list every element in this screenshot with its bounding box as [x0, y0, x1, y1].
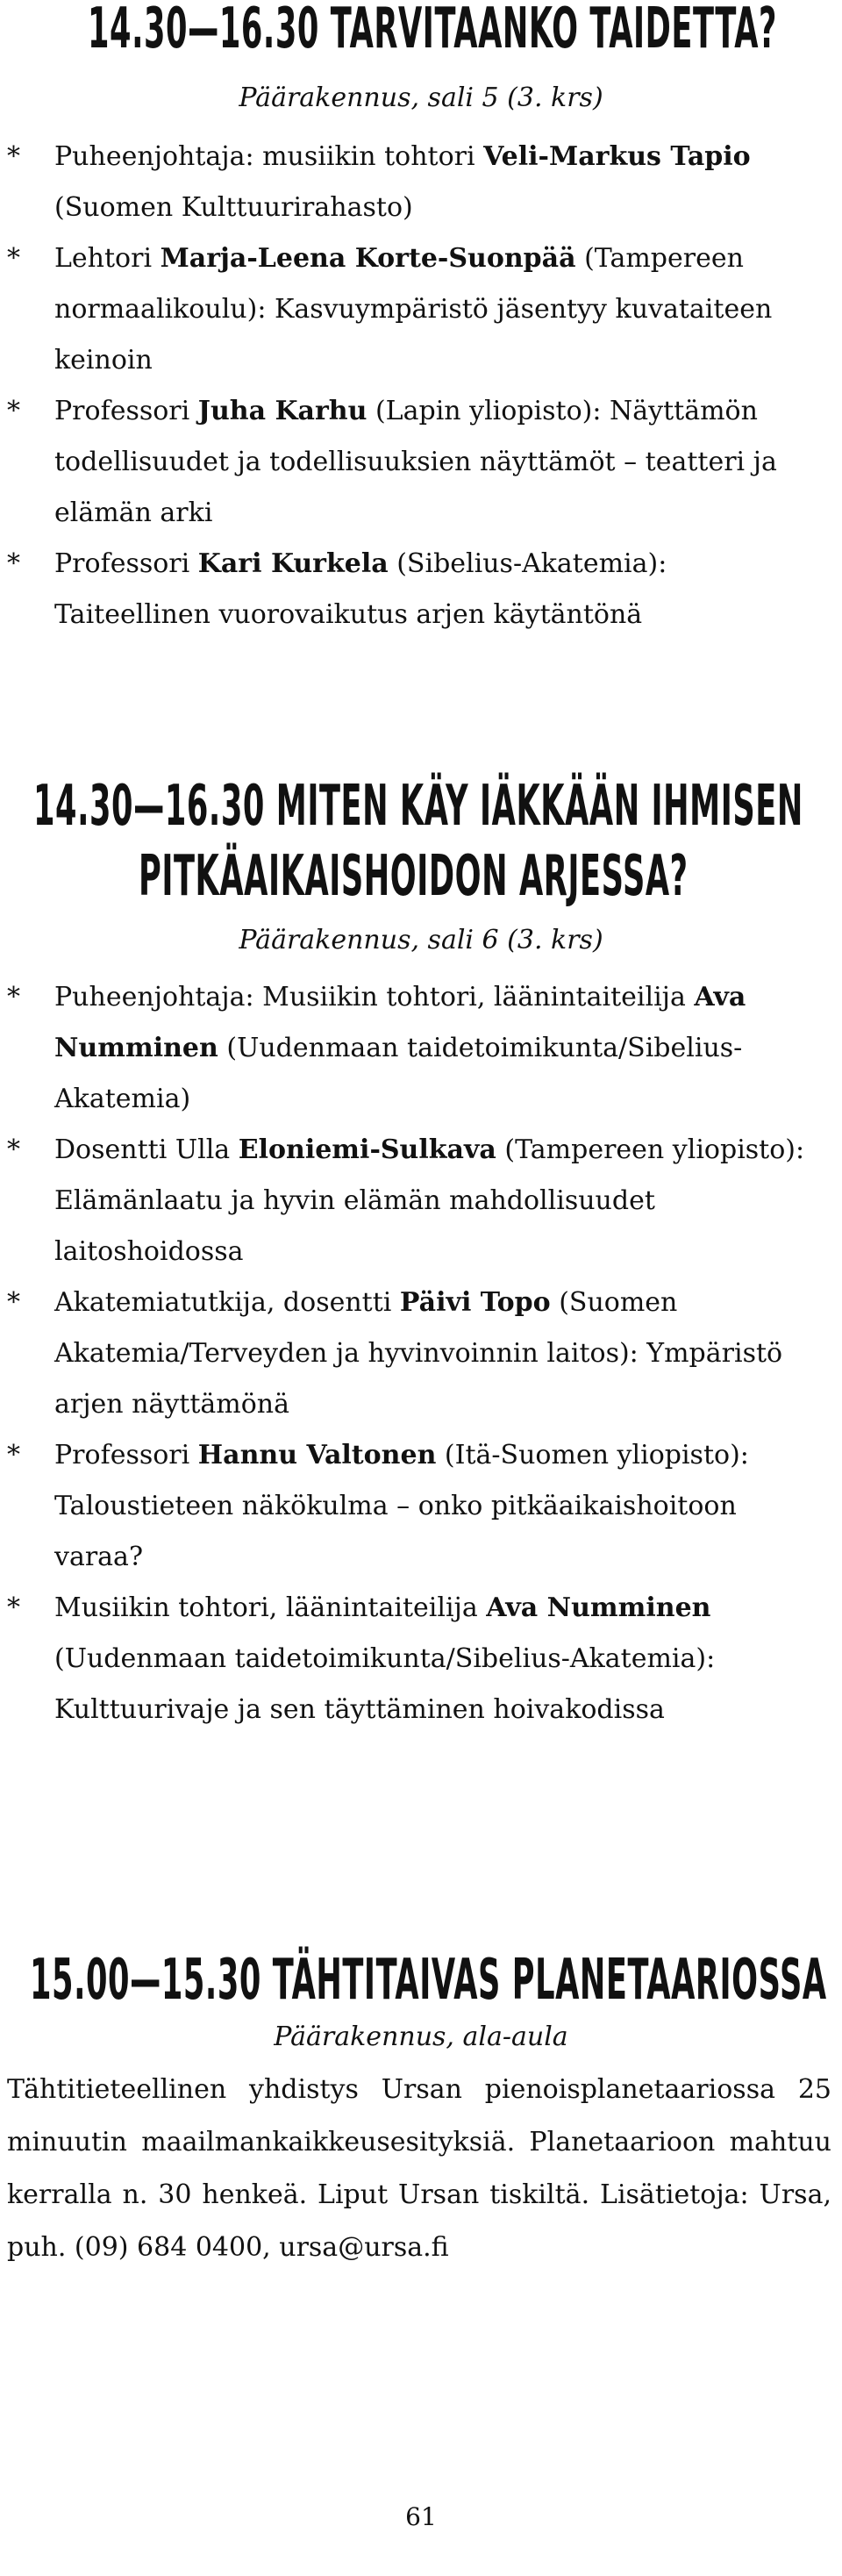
speaker-name: Ava Numminen [486, 1592, 711, 1623]
speaker-name: Hannu Valtonen [197, 1440, 437, 1470]
bullet-star: * [7, 396, 20, 426]
speaker-name: Veli-Markus Tapio [483, 141, 751, 172]
section-heading-line-2: PITKÄAIKAISHOIDON ARJESSA? [139, 844, 689, 909]
speaker-name: Juha Karhu [197, 396, 367, 426]
speaker-name: Marja-Leena Korte-Suonpää [160, 243, 576, 274]
speaker-list [0, 972, 824, 1735]
bullet-star: * [7, 1287, 20, 1318]
section-heading: 15.00—15.30 TÄHTITAIVAS PLANETAARIOSSA [30, 1948, 827, 2013]
list-item: * Professori Kari Kurkela (Sibelius-Akatemia): Taiteellinen vuorovaikutus arjen käytäntönä [0, 539, 824, 640]
list-item: * Professori Hannu Valtonen (Itä-Suomen yliopisto): Taloustieteen näkökulma – onko pitkäaikaishoitoon varaa? [0, 1430, 824, 1583]
speaker-name: Eloniemi-Sulkava [238, 1134, 496, 1165]
list-item: * Puheenjohtaja: musiikin tohtori Veli-Markus Tapio (Suomen Kulttuurirahasto) [0, 132, 824, 233]
list-item: * Professori Juha Karhu (Lapin yliopisto): Näyttämön todellisuudet ja todellisuuksien näyttämöt – teatteri ja elämän arki [0, 386, 824, 539]
bullet-star: * [7, 1134, 20, 1165]
speaker-name: Ava Numminen [54, 982, 746, 1063]
section-location: Päärakennus, sali 5 (3. krs) [239, 82, 603, 113]
bullet-star: * [7, 1592, 20, 1623]
list-item: * Musiikin tohtori, läänintaiteilija Ava Numminen (Uudenmaan taidetoimikunta/Sibelius-Akatemia): Kulttuurivaje ja sen täyttäminen hoivakodissa [0, 1583, 824, 1735]
speaker-list [0, 132, 824, 640]
page-number: 61 [405, 2502, 437, 2531]
speaker-name: Päivi Topo [399, 1287, 551, 1318]
list-item: * Puheenjohtaja: Musiikin tohtori, läänintaiteilija Ava Numminen (Uudenmaan taidetoimikunta/Sibelius-Akatemia) [0, 972, 824, 1125]
bullet-star: * [7, 1440, 20, 1470]
bullet-star: * [7, 243, 20, 274]
bullet-star: * [7, 548, 20, 579]
section-location: Päärakennus, ala-aula [274, 2021, 568, 2052]
section-heading-line-1: 14.30—16.30 MITEN KÄY IÄKKÄÄN IHMISEN [33, 774, 803, 839]
section-location: Päärakennus, sali 6 (3. krs) [239, 925, 603, 955]
speaker-name: Kari Kurkela [197, 548, 389, 579]
bullet-star: * [7, 982, 20, 1013]
info-paragraph: Tähtitieteellinen yhdistys Ursan pienoisplanetaariossa 25 minuutin maailmankaikkeusesityksiä. Planetaarioon mahtuu kerralla n. 30 henkeä. Liput Ursan tiskiltä. Lisätietoja: Ursa, puh. (09) 684 0400, ursa@ursa.fi [7, 2074, 831, 2263]
bullet-star: * [7, 141, 20, 172]
section-heading: 14.30—16.30 TARVITAANKO TAIDETTA? [88, 0, 777, 61]
list-item: * Akatemiatutkija, dosentti Päivi Topo (Suomen Akatemia/Terveyden ja hyvinvoinnin laitos): Ympäristö arjen näyttämönä [0, 1277, 824, 1430]
list-item: * Dosentti Ulla Eloniemi-Sulkava (Tampereen yliopisto): Elämänlaatu ja hyvin elämän mahdollisuudet laitoshoidossa [0, 1125, 824, 1277]
list-item: * Lehtori Marja-Leena Korte-Suonpää (Tampereen normaalikoulu): Kasvuympäristö jäsentyy kuvataiteen keinoin [0, 233, 824, 386]
